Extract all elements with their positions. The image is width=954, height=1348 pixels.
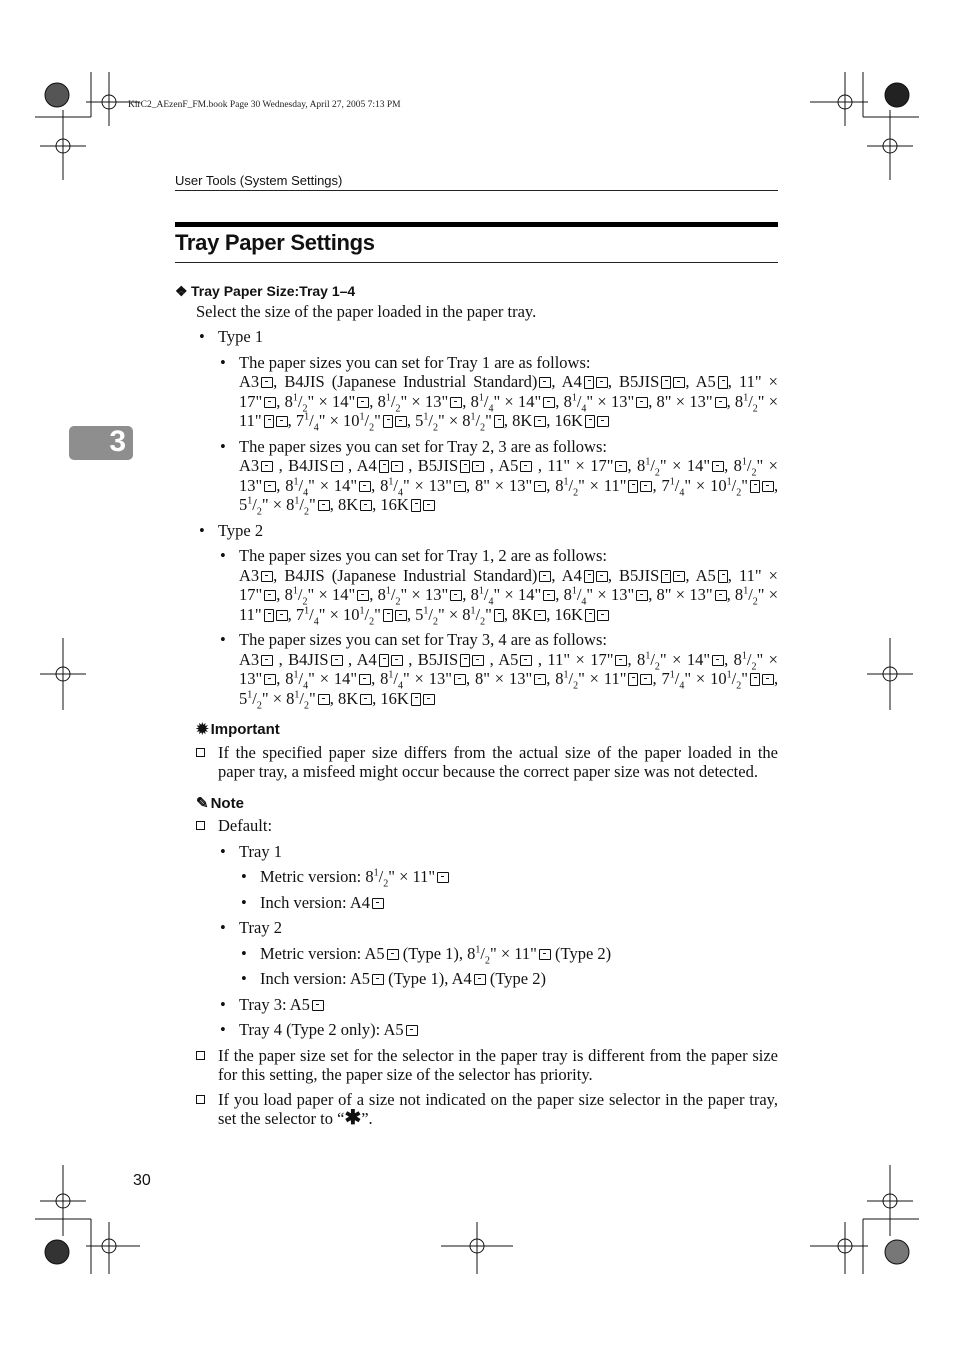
- checkbox-icon: [196, 1095, 205, 1104]
- list-item: • Inch version: A5 (Type 1), A4 (Type 2): [239, 969, 778, 989]
- list-item: • Metric version: A5 (Type 1), $8^1/_2$" × 11" (Type 2): [239, 944, 778, 964]
- page-title: Tray Paper Settings: [175, 230, 778, 263]
- list-item: • The paper sizes you can set for Tray 3, 4 are as follows: A3 , B4JIS , A4 , B5JIS , A5 , 11" × 17" , $8^1/_2$" × 14" , $8^1/_2$" × 13" , $8^1/_4$" × 14" , $8^1/_4$" × 13" , 8" × 13" , $8^1/_2$" × 11" , $7^1/_4$" × $10^1/_2$" , $5^1/_2$" × $8^1/_2$" , 8K , 16K: [218, 630, 778, 708]
- important-icon: ✹: [196, 721, 209, 738]
- list-item: • Tray 1 • Metric version: $8^1/_2$" × 11" • Inch version: A4: [218, 842, 778, 913]
- list-item: • Type 1 • The paper sizes you can set for Tray 1 are as follows: A3 , B4JIS (Japanese Industrial Standard) , A4 , B5JIS , A5 , 11" × 17" , $8^1/_2$" × 14" , $8^1/_2$" × 13" , $8^1/_4$" × 14" , $8^1/_4$" × 13" , 8" × 13" , $8^1/_2$" × 11" , $7^1/_4$" × $10^1/_2$" , $5^1/_2$" × $8^1/_2$" , 8K , 16K • The paper sizes you can set for Tray 2, 3 are as follows: A3 , B4JIS , A4 , B5JIS , A5 , 11" × 17" , $8^1/_2$" × 14" , $8^1/_2$" × 13" , $8^1/_4$" × 14" , $8^1/_4$" × 13" , 8" × 13" , $8^1/_2$" × 11" , $7^1/_4$" × $10^1/_2$" , $5^1/_2$" × $8^1/_2$" , 8K , 16K: [197, 327, 778, 515]
- list-item: • The paper sizes you can set for Tray 1, 2 are as follows: A3 , B4JIS (Japanese Industrial Standard) , A4 , B5JIS , A5 , 11" × 17" , $8^1/_2$" × 14" , $8^1/_2$" × 13" , $8^1/_4$" × 14" , $8^1/_4$" × 13" , 8" × 13" , $8^1/_2$" × 11" , $7^1/_4$" × $10^1/_2$" , $5^1/_2$" × $8^1/_2$" , 8K , 16K: [218, 546, 778, 624]
- list-item: • Type 2 • The paper sizes you can set for Tray 1, 2 are as follows: A3 , B4JIS (Japanese Industrial Standard) , A4 , B5JIS , A5 , 11" × 17" , $8^1/_2$" × 14" , $8^1/_2$" × 13" , $8^1/_4$" × 14" , $8^1/_4$" × 13" , 8" × 13" , $8^1/_2$" × 11" , $7^1/_4$" × $10^1/_2$" , $5^1/_2$" × $8^1/_2$" , 8K , 16K • The paper sizes you can set for Tray 3, 4 are as follows: A3 , B4JIS , A4 , B5JIS , A5 , 11" × 17" , $8^1/_2$" × 14" , $8^1/_2$" × 13" , $8^1/_4$" × 14" , $8^1/_4$" × 13" , 8" × 13" , $8^1/_2$" × 11" , $7^1/_4$" × $10^1/_2$" , $5^1/_2$" × $8^1/_2$" , 8K , 16K: [197, 521, 778, 709]
- asterisk-icon: ✱: [344, 1107, 362, 1129]
- title-rule: [175, 222, 778, 227]
- print-slug: KirC2_AEzenF_FM.book Page 30 Wednesday, April 27, 2005 7:13 PM: [128, 100, 401, 110]
- chapter-number: 3: [109, 425, 126, 458]
- note-item-selector: If you load paper of a size not indicated on the paper size selector in the paper tray, set the selector to “✱”.: [175, 1090, 778, 1129]
- section-intro: Select the size of the paper loaded in the paper tray.: [196, 301, 537, 321]
- main-content: [175, 280, 778, 1129]
- list-item: • Tray 4 (Type 2 only): A5: [218, 1020, 778, 1040]
- page-number: 30: [133, 1172, 151, 1189]
- running-header: User Tools (System Settings): [175, 173, 778, 191]
- pencil-icon: ✎: [196, 794, 209, 812]
- note-item-default: Default: • Tray 1 • Metric version: $8^1/_2$" × 11" • Inch version: A4 • Tray 2 • Metric version: A5 (Type 1), $8^1/_2$" × 11" (Type 2) • Inch version: A5 (Type 1), A4 (Type 2) • Tray 3: A5 • Tray 4 (Type 2 only): A5: [175, 816, 778, 1040]
- checkbox-icon: [196, 1051, 205, 1060]
- paper-size-list: A3 , B4JIS (Japanese Industrial Standard) , A4 , B5JIS , A5 , 11" × 17" , $8^1/_2$" × 14" , $8^1/_2$" × 13" , $8^1/_4$" × 14" , $8^1/_4$" × 13" , 8" × 13" , $8^1/_2$" × 11" , $7^1/_4$" × $10^1/_2$" , $5^1/_2$" × $8^1/_2$" , 8K , 16K: [239, 565, 779, 627]
- list-item: • Tray 2 • Metric version: A5 (Type 1), $8^1/_2$" × 11" (Type 2) • Inch version: A5 (Type 1), A4 (Type 2): [218, 918, 778, 989]
- checkbox-icon: [196, 748, 205, 757]
- list-item: • Inch version: A4: [239, 893, 778, 913]
- checkbox-icon: [196, 821, 205, 830]
- note-item-priority: If the paper size set for the selector in the paper tray is different from the paper size for this setting, the paper size of the selector has priority.: [175, 1046, 778, 1085]
- section-heading: ❖ Tray Paper Size:Tray 1–4: [175, 282, 778, 302]
- paper-size-list: A3 , B4JIS , A4 , B5JIS , A5 , 11" × 17" , $8^1/_2$" × 14" , $8^1/_2$" × 13" , $8^1/_4$" × 14" , $8^1/_4$" × 13" , 8" × 13" , $8^1/_2$" × 11" , $7^1/_4$" × $10^1/_2$" , $5^1/_2$" × $8^1/_2$" , 8K , 16K: [239, 649, 779, 711]
- diamond-icon: ❖: [175, 283, 188, 299]
- paper-size-list: A3 , B4JIS (Japanese Industrial Standard) , A4 , B5JIS , A5 , 11" × 17" , $8^1/_2$" × 14" , $8^1/_2$" × 13" , $8^1/_4$" × 14" , $8^1/_4$" × 13" , 8" × 13" , $8^1/_2$" × 11" , $7^1/_4$" × $10^1/_2$" , $5^1/_2$" × $8^1/_2$" , 8K , 16K: [239, 372, 779, 434]
- important-item: If the specified paper size differs from the actual size of the paper loaded in the paper tray, a misfeed might occur because the correct paper size was not detected.: [175, 743, 778, 782]
- list-item: • Metric version: $8^1/_2$" × 11": [239, 867, 778, 887]
- type-list: [197, 327, 779, 711]
- important-heading: ✹ Important: [196, 721, 280, 738]
- chapter-tab: [69, 426, 133, 460]
- list-item: • The paper sizes you can set for Tray 1 are as follows: A3 , B4JIS (Japanese Industrial Standard) , A4 , B5JIS , A5 , 11" × 17" , $8^1/_2$" × 14" , $8^1/_2$" × 13" , $8^1/_4$" × 14" , $8^1/_4$" × 13" , 8" × 13" , $8^1/_2$" × 11" , $7^1/_4$" × $10^1/_2$" , $5^1/_2$" × $8^1/_2$" , 8K , 16K: [218, 353, 778, 431]
- paper-size-list: A3 , B4JIS , A4 , B5JIS , A5 , 11" × 17" , $8^1/_2$" × 14" , $8^1/_2$" × 13" , $8^1/_4$" × 14" , $8^1/_4$" × 13" , 8" × 13" , $8^1/_2$" × 11" , $7^1/_4$" × $10^1/_2$" , $5^1/_2$" × $8^1/_2$" , 8K , 16K: [239, 456, 779, 518]
- list-item: • The paper sizes you can set for Tray 2, 3 are as follows: A3 , B4JIS , A4 , B5JIS , A5 , 11" × 17" , $8^1/_2$" × 14" , $8^1/_2$" × 13" , $8^1/_4$" × 14" , $8^1/_4$" × 13" , 8" × 13" , $8^1/_2$" × 11" , $7^1/_4$" × $10^1/_2$" , $5^1/_2$" × $8^1/_2$" , 8K , 16K: [218, 437, 778, 515]
- list-item: • Tray 3: A5: [218, 995, 778, 1015]
- note-heading: ✎ Note: [196, 794, 244, 812]
